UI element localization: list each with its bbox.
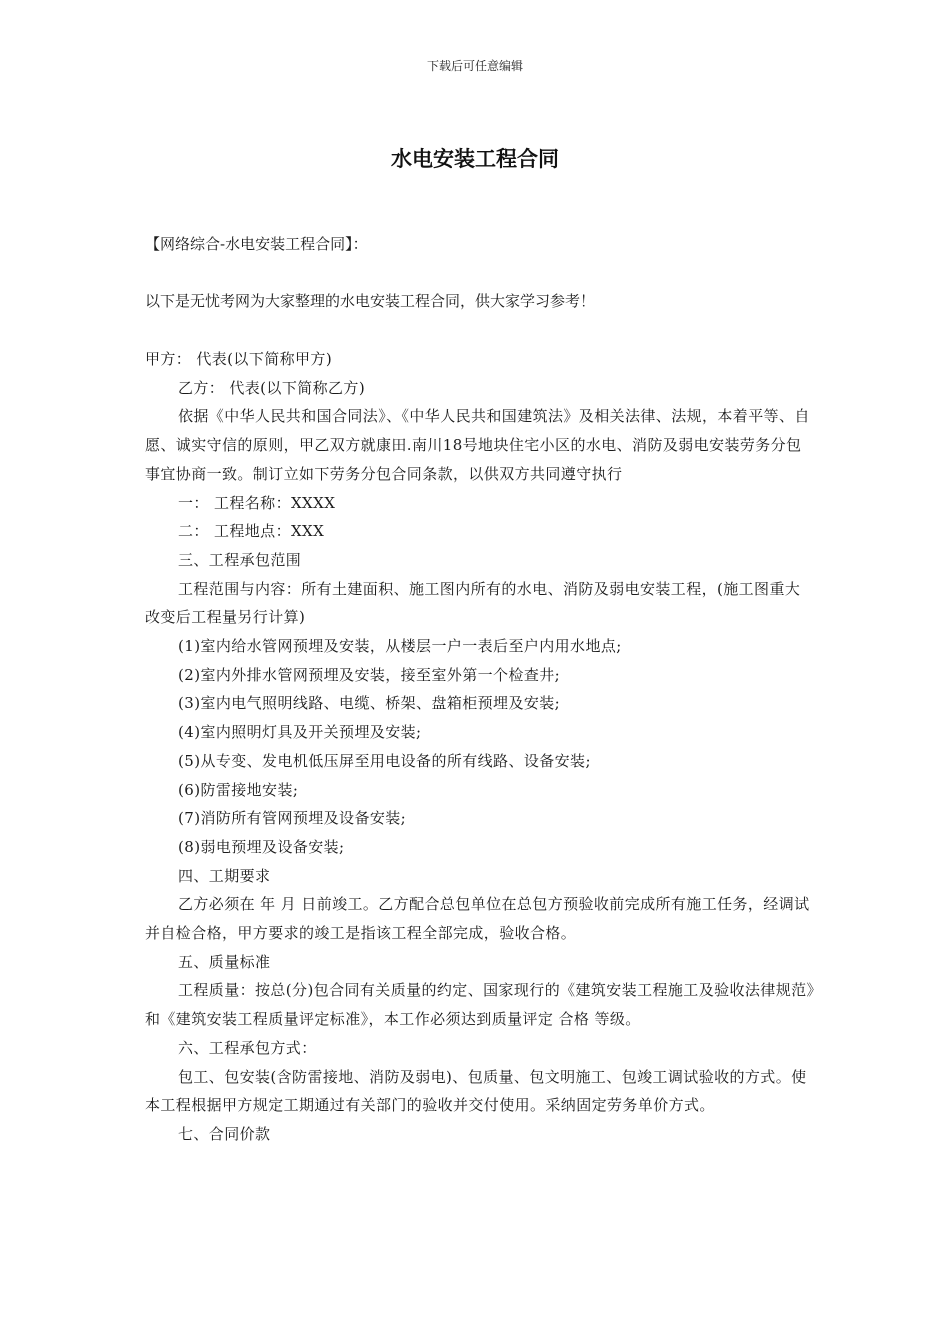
section-heading-schedule: 四、工期要求	[178, 866, 271, 885]
scope-item: (8)弱电预埋及设备安装;	[178, 837, 345, 856]
section-heading-scope: 三、工程承包范围	[178, 550, 302, 569]
document-title: 水电安装工程合同	[391, 147, 559, 171]
intro-line: 以下是无忧考网为大家整理的水电安装工程合同，供大家学习参考！	[145, 292, 596, 310]
contract-mode-paragraph: 包工、包安装(含防雷接地、消防及弱电)、包质量、包文明施工、包竣工调试验收的方式。使本工程根据甲方规定工期通过有关部门的验收并交付使用。采纳固定劳务单价方式。	[145, 1067, 807, 1115]
scope-item: (1)室内给水管网预埋及安装，从楼层一户一表后至户内用水地点;	[178, 637, 622, 656]
project-location-line: 二： 工程地点：XXX	[178, 522, 325, 541]
party-a-line: 甲方： 代表(以下简称甲方)	[145, 350, 333, 368]
header-note: 下载后可任意编辑	[426, 59, 523, 73]
preamble-paragraph: 依据《中华人民共和国合同法》、《中华人民共和国建筑法》及相关法律、法规，本着平等、自愿、诚实守信的原则，甲乙双方就康田.南川18号地块住宅小区的水电、消防及弱电安装劳务分包事宜协商一致。制订立如下劳务分包合同条款，以供双方共同遵守执行	[145, 407, 810, 483]
quality-paragraph: 工程质量：按总(分)包合同有关质量的约定、国家现行的《建筑安装工程施工及验收法律规范》和《建筑安装工程质量评定标准》，本工作必须达到质量评定 合格 等级。	[145, 981, 815, 1029]
contract-body	[145, 345, 815, 1149]
scope-item: (6)防雷接地安装;	[178, 780, 299, 799]
scope-item: (4)室内照明灯具及开关预埋及安装;	[178, 723, 422, 742]
scope-item: (5)从专变、发电机低压屏至用电设备的所有线路、设备安装;	[178, 751, 591, 770]
section-heading-price: 七、合同价款	[178, 1124, 271, 1143]
source-line: 【网络综合-水电安装工程合同】：	[145, 235, 368, 253]
party-b-line: 乙方： 代表(以下简称乙方)	[178, 378, 366, 397]
scope-item: (2)室内外排水管网预埋及安装，接至室外第一个检查井;	[178, 665, 561, 684]
section-heading-contract-mode: 六、工程承包方式：	[178, 1038, 317, 1057]
scope-item: (7)消防所有管网预埋及设备安装;	[178, 809, 407, 828]
scope-item: (3)室内电气照明线路、电缆、桥架、盘箱柜预埋及安装;	[178, 694, 561, 713]
scope-paragraph: 工程范围与内容：所有土建面积、施工图内所有的水电、消防及弱电安装工程，(施工图重大改变后工程量另行计算)	[145, 579, 801, 627]
schedule-paragraph: 乙方必须在 年 月 日前竣工。乙方配合总包单位在总包方预验收前完成所有施工任务，经调试并自检合格，甲方要求的竣工是指该工程全部完成，验收合格。	[145, 895, 810, 943]
section-heading-quality: 五、质量标准	[178, 952, 271, 971]
project-name-line: 一： 工程名称：XXXX	[178, 493, 336, 512]
